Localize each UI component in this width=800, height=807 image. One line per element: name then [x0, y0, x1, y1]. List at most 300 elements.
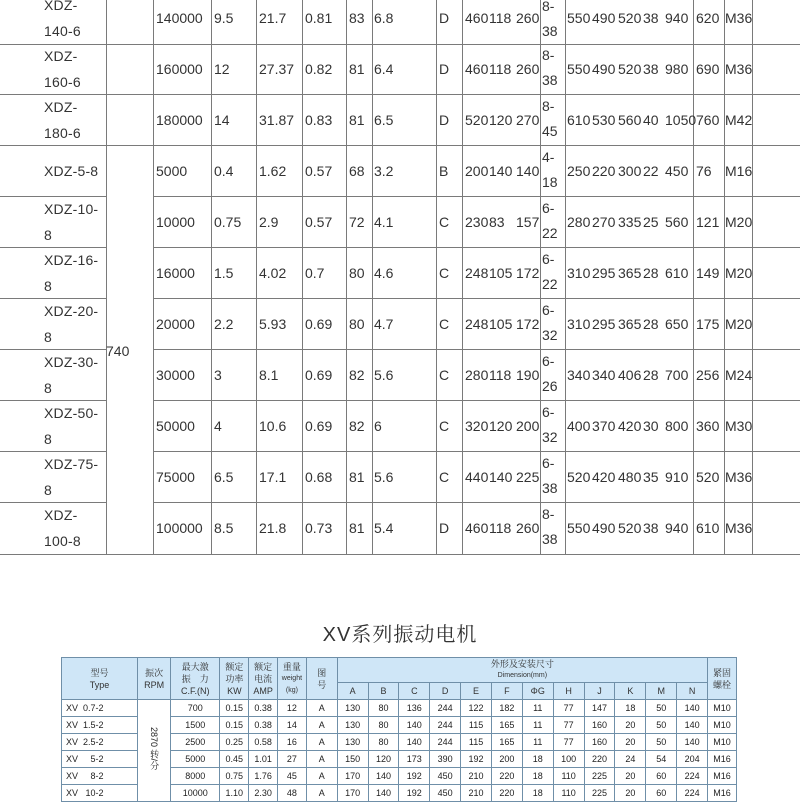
- amp-cell: 1.76: [249, 768, 278, 785]
- fig-cell: A: [306, 700, 337, 717]
- dim-cell: 11: [522, 700, 553, 717]
- hole-spec-line: 32: [542, 428, 558, 445]
- g-cell: 300: [618, 162, 642, 179]
- eff-cell: 81: [349, 468, 365, 485]
- rpm-merged-cell: [138, 700, 171, 802]
- dim-cell: 130: [337, 717, 368, 734]
- hole-spec-line: 22: [542, 224, 558, 241]
- dim-cell: 50: [646, 717, 677, 734]
- fig-cell: A: [306, 717, 337, 734]
- eff-cell: 81: [349, 61, 365, 77]
- hole-spec-cell: [542, 145, 564, 195]
- dim-cell: 140: [368, 768, 399, 785]
- dim-cell: 173: [399, 751, 430, 768]
- dim-cell: 140: [368, 785, 399, 802]
- dim-cell: 220: [584, 751, 615, 768]
- dim-cell: 130: [337, 734, 368, 751]
- dim-cell: 220: [491, 768, 522, 785]
- dim-cell: 110: [553, 768, 584, 785]
- dim-cell: 80: [368, 700, 399, 717]
- pf-cell: 0.69: [305, 315, 333, 332]
- i-cell: 940: [665, 520, 689, 536]
- kw-cell: 4: [214, 417, 222, 434]
- fig-cell: D: [439, 10, 450, 26]
- type-line: XDZ-: [44, 48, 78, 64]
- hole-spec-line: 26: [542, 377, 558, 394]
- hole-spec-line: 38: [542, 531, 558, 547]
- kw-cell: 1.5: [214, 264, 234, 281]
- wt-cell: 121: [696, 213, 720, 230]
- f-cell: 220: [592, 162, 616, 179]
- header-weight: 重量 weight (kg): [278, 658, 307, 700]
- amp-cell: 4.02: [259, 264, 287, 281]
- i-cell: 610: [665, 264, 689, 281]
- a-cell: 520: [465, 111, 489, 128]
- cf-cell: 700: [171, 700, 220, 717]
- bolt-cell: M20: [725, 264, 753, 281]
- dim-cell: 18: [615, 700, 646, 717]
- g-cell: 335: [618, 213, 642, 230]
- cf-cell: 5000: [171, 751, 220, 768]
- ratio-cell: 5.6: [374, 366, 394, 383]
- hole-spec-cell: [542, 451, 564, 501]
- hole-spec-cell: [542, 298, 564, 348]
- g-cell: 365: [618, 264, 642, 281]
- dim-cell: 100: [553, 751, 584, 768]
- f-cell: 295: [592, 315, 616, 332]
- type-cell: XV 5-2: [62, 751, 138, 768]
- c-cell: 225: [516, 468, 540, 485]
- eff-cell: 80: [349, 315, 365, 332]
- eff-cell: 83: [349, 10, 365, 26]
- type-cell: [44, 349, 106, 401]
- a-cell: 230: [465, 213, 489, 230]
- f-cell: 420: [592, 468, 616, 485]
- kw-cell: 3: [214, 366, 222, 383]
- h-cell: 28: [643, 366, 659, 383]
- dim-cell: 20: [615, 768, 646, 785]
- cf-cell: 5000: [156, 162, 188, 179]
- amp-cell: 21.7: [259, 10, 287, 26]
- type-line: XDZ-20-: [44, 302, 99, 319]
- fig-cell: C: [439, 264, 450, 281]
- dim-cell: 18: [522, 751, 553, 768]
- pf-cell: 0.82: [305, 61, 333, 77]
- dim-cell: 225: [584, 785, 615, 802]
- dim-cell: 20: [615, 717, 646, 734]
- dim-cell: 18: [522, 785, 553, 802]
- kw-cell: 2.2: [214, 315, 234, 332]
- header-dim-7: H: [553, 683, 584, 700]
- dim-cell: 224: [677, 768, 708, 785]
- kw-cell: 8.5: [214, 520, 234, 536]
- header-dim-10: M: [646, 683, 677, 700]
- b-cell: 105: [489, 264, 513, 281]
- ratio-cell: 3.2: [374, 162, 394, 179]
- fig-cell: C: [439, 213, 450, 230]
- weight-cell: 45: [278, 768, 307, 785]
- e-cell: 250: [567, 162, 591, 179]
- dim-cell: 115: [461, 717, 492, 734]
- rpm-merged-cell: 740: [106, 343, 130, 359]
- type-line: 160-6: [44, 74, 81, 90]
- type-cell: [44, 400, 106, 452]
- amp-cell: 17.1: [259, 468, 287, 485]
- hole-spec-line: 38: [542, 23, 558, 39]
- dim-cell: 192: [399, 785, 430, 802]
- fig-cell: C: [439, 366, 450, 383]
- weight-cell: 27: [278, 751, 307, 768]
- eff-cell: 81: [349, 520, 365, 536]
- weight-cell: 12: [278, 700, 307, 717]
- e-cell: 550: [567, 61, 591, 77]
- fig-cell: A: [306, 734, 337, 751]
- dim-cell: 150: [337, 751, 368, 768]
- dim-cell: 165: [491, 717, 522, 734]
- header-amp: 额定 电流 AMP: [249, 658, 278, 700]
- table-row: [0, 298, 800, 349]
- amp-cell: 31.87: [259, 111, 295, 128]
- table-row: [0, 349, 800, 400]
- g-cell: 520: [618, 10, 642, 26]
- header-dimensions: 外形及安装尺寸 Dimension(mm): [337, 658, 707, 683]
- wt-cell: 520: [696, 468, 720, 485]
- e-cell: 340: [567, 366, 591, 383]
- dim-cell: 11: [522, 734, 553, 751]
- dim-cell: 210: [461, 785, 492, 802]
- b-cell: 120: [489, 417, 513, 434]
- h-cell: 38: [643, 61, 659, 77]
- dim-cell: 244: [430, 734, 461, 751]
- type-line: XDZ-50-: [44, 404, 99, 421]
- fig-cell: C: [439, 315, 450, 332]
- dim-cell: 450: [430, 785, 461, 802]
- type-line: XDZ-30-: [44, 353, 99, 370]
- type-line: XDZ-: [44, 98, 78, 115]
- type-cell: XV 0.7-2: [62, 700, 138, 717]
- cf-cell: 8000: [171, 768, 220, 785]
- header-rpm: 振次 RPM: [138, 658, 171, 700]
- cf-cell: 50000: [156, 417, 195, 434]
- table-row: [0, 44, 800, 94]
- f-cell: 370: [592, 417, 616, 434]
- f-cell: 270: [592, 213, 616, 230]
- hole-spec-line: 6-: [542, 352, 555, 369]
- f-cell: 490: [592, 61, 616, 77]
- bolt-cell: M36: [725, 10, 753, 26]
- f-cell: 530: [592, 111, 616, 128]
- ratio-cell: 5.6: [374, 468, 394, 485]
- bolt-cell: M16: [725, 162, 753, 179]
- hole-spec-line: 18: [542, 173, 558, 190]
- g-cell: 520: [618, 520, 642, 536]
- e-cell: 280: [567, 213, 591, 230]
- h-cell: 28: [643, 264, 659, 281]
- dim-cell: 50: [646, 700, 677, 717]
- fig-cell: C: [439, 468, 450, 485]
- hole-spec-line: 4-: [542, 148, 555, 165]
- bolt-cell: M10: [708, 700, 737, 717]
- table-row: [0, 451, 800, 502]
- ratio-cell: 6.8: [374, 10, 394, 26]
- i-cell: 650: [665, 315, 689, 332]
- h-cell: 38: [643, 520, 659, 536]
- hole-spec-line: 6-: [542, 301, 555, 318]
- g-cell: 480: [618, 468, 642, 485]
- ratio-cell: 4.1: [374, 213, 394, 230]
- cf-cell: 10000: [171, 785, 220, 802]
- bolt-cell: M36: [725, 520, 753, 536]
- kw-cell: 0.25: [220, 734, 249, 751]
- dim-cell: 50: [646, 734, 677, 751]
- xv-spec-table: [61, 657, 737, 807]
- a-cell: 320: [465, 417, 489, 434]
- i-cell: 1050: [665, 111, 697, 128]
- type-line: XDZ-: [44, 507, 78, 523]
- bolt-cell: M16: [708, 785, 737, 802]
- dim-cell: 11: [522, 717, 553, 734]
- cf-cell: 100000: [156, 520, 203, 536]
- type-line: 100-8: [44, 533, 81, 549]
- weight-cell: 48: [278, 785, 307, 802]
- dim-cell: 220: [491, 785, 522, 802]
- dim-cell: 450: [430, 768, 461, 785]
- amp-cell: 1.62: [259, 162, 287, 179]
- dim-cell: 77: [553, 734, 584, 751]
- pf-cell: 0.7: [305, 264, 325, 281]
- wt-cell: 690: [696, 61, 720, 77]
- h-cell: 30: [643, 417, 659, 434]
- fig-cell: A: [306, 785, 337, 802]
- cf-cell: 140000: [156, 10, 203, 26]
- c-cell: 200: [516, 417, 540, 434]
- dim-cell: 204: [677, 751, 708, 768]
- kw-cell: 0.4: [214, 162, 234, 179]
- h-cell: 35: [643, 468, 659, 485]
- amp-cell: 2.30: [249, 785, 278, 802]
- table-row: [0, 0, 800, 44]
- header-dim-5: F: [491, 683, 522, 700]
- type-line: 8: [44, 430, 52, 447]
- b-cell: 83: [489, 213, 505, 230]
- dim-cell: 140: [399, 734, 430, 751]
- pf-cell: 0.57: [305, 213, 333, 230]
- hole-spec-cell: [542, 43, 564, 93]
- type-cell: [44, 196, 106, 248]
- b-cell: 120: [489, 111, 513, 128]
- wt-cell: 256: [696, 366, 720, 383]
- type-cell: XV 10-2: [62, 785, 138, 802]
- dim-cell: 225: [584, 768, 615, 785]
- pf-cell: 0.83: [305, 111, 333, 128]
- e-cell: 310: [567, 264, 591, 281]
- dim-cell: 182: [491, 700, 522, 717]
- type-cell: [44, 158, 106, 184]
- e-cell: 400: [567, 417, 591, 434]
- bolt-cell: M30: [725, 417, 753, 434]
- hole-spec-line: 6-: [542, 199, 555, 216]
- weight-cell: 14: [278, 717, 307, 734]
- header-dim-11: N: [677, 683, 708, 700]
- type-cell: [44, 451, 106, 503]
- type-line: XDZ-10-: [44, 200, 99, 217]
- kw-cell: 1.10: [220, 785, 249, 802]
- c-cell: 190: [516, 366, 540, 383]
- ratio-cell: 6.4: [374, 61, 394, 77]
- e-cell: 550: [567, 10, 591, 26]
- amp-cell: 8.1: [259, 366, 279, 383]
- eff-cell: 80: [349, 264, 365, 281]
- dim-cell: 140: [677, 717, 708, 734]
- hole-spec-line: 45: [542, 122, 558, 139]
- g-cell: 365: [618, 315, 642, 332]
- header-fig: 图 号: [306, 658, 337, 700]
- type-line: XDZ-: [44, 0, 78, 13]
- cf-cell: 1500: [171, 717, 220, 734]
- c-cell: 260: [516, 10, 540, 26]
- cf-cell: 20000: [156, 315, 195, 332]
- kw-cell: 0.15: [220, 700, 249, 717]
- amp-cell: 10.6: [259, 417, 287, 434]
- c-cell: 172: [516, 315, 540, 332]
- hole-spec-line: 6-: [542, 403, 555, 420]
- hole-spec-cell: [542, 502, 564, 552]
- hole-spec-line: 32: [542, 326, 558, 343]
- e-cell: 310: [567, 315, 591, 332]
- type-cell: [44, 298, 106, 350]
- f-cell: 490: [592, 10, 616, 26]
- dim-cell: 24: [615, 751, 646, 768]
- bolt-cell: M36: [725, 468, 753, 485]
- c-cell: 270: [516, 111, 540, 128]
- c-cell: 140: [516, 162, 540, 179]
- pf-cell: 0.69: [305, 366, 333, 383]
- c-cell: 260: [516, 520, 540, 536]
- dim-cell: 210: [461, 768, 492, 785]
- table-row: [0, 247, 800, 298]
- ratio-cell: 6: [374, 417, 382, 434]
- dim-cell: 130: [337, 700, 368, 717]
- table-row: [0, 502, 800, 554]
- e-cell: 610: [567, 111, 591, 128]
- hole-spec-line: 22: [542, 275, 558, 292]
- g-cell: 560: [618, 111, 642, 128]
- eff-cell: 68: [349, 162, 365, 179]
- cf-cell: 180000: [156, 111, 203, 128]
- b-cell: 118: [489, 61, 512, 77]
- a-cell: 248: [465, 264, 489, 281]
- header-dim-9: K: [615, 683, 646, 700]
- bolt-cell: M36: [725, 61, 753, 77]
- dim-cell: 140: [677, 734, 708, 751]
- i-cell: 940: [665, 10, 689, 26]
- dim-cell: 77: [553, 717, 584, 734]
- ratio-cell: 6.5: [374, 111, 394, 128]
- fig-cell: A: [306, 768, 337, 785]
- kw-cell: 0.45: [220, 751, 249, 768]
- amp-cell: 5.93: [259, 315, 287, 332]
- dim-cell: 244: [430, 700, 461, 717]
- b-cell: 140: [489, 162, 513, 179]
- dim-cell: 136: [399, 700, 430, 717]
- kw-cell: 6.5: [214, 468, 234, 485]
- b-cell: 118: [489, 10, 512, 26]
- c-cell: 260: [516, 61, 540, 77]
- hole-spec-cell: [542, 400, 564, 450]
- i-cell: 910: [665, 468, 689, 485]
- pf-cell: 0.73: [305, 520, 333, 536]
- dim-cell: 224: [677, 785, 708, 802]
- kw-cell: 14: [214, 111, 230, 128]
- i-cell: 560: [665, 213, 689, 230]
- dim-cell: 192: [399, 768, 430, 785]
- hole-spec-line: 38: [542, 479, 558, 496]
- amp-cell: 0.38: [249, 700, 278, 717]
- cf-cell: 75000: [156, 468, 195, 485]
- wt-cell: 360: [696, 417, 720, 434]
- pf-cell: 0.68: [305, 468, 333, 485]
- kw-cell: 0.75: [214, 213, 242, 230]
- kw-cell: 0.15: [220, 717, 249, 734]
- dim-cell: 77: [553, 700, 584, 717]
- hole-spec-line: 38: [542, 72, 558, 88]
- type-cell: XV 8-2: [62, 768, 138, 785]
- fig-cell: D: [439, 111, 450, 128]
- eff-cell: 72: [349, 213, 365, 230]
- bolt-cell: M10: [708, 717, 737, 734]
- header-bolt: 紧固 螺栓: [708, 658, 737, 700]
- a-cell: 460: [465, 520, 489, 536]
- dim-cell: 160: [584, 717, 615, 734]
- dim-cell: 165: [491, 734, 522, 751]
- g-cell: 406: [618, 366, 642, 383]
- hole-spec-cell: [542, 196, 564, 246]
- type-cell: [44, 502, 106, 554]
- rpm-merged-text: 2870 转/分: [149, 727, 160, 771]
- hole-spec-cell: [542, 0, 564, 44]
- type-line: 140-6: [44, 23, 81, 39]
- dim-cell: 140: [399, 717, 430, 734]
- type-line: 180-6: [44, 124, 81, 141]
- table-row: [0, 196, 800, 247]
- amp-cell: 0.58: [249, 734, 278, 751]
- wt-cell: 620: [696, 10, 720, 26]
- a-cell: 280: [465, 366, 489, 383]
- a-cell: 440: [465, 468, 489, 485]
- hole-spec-line: 8-: [542, 0, 555, 14]
- fig-cell: D: [439, 520, 450, 536]
- table-row: [62, 700, 737, 717]
- type-line: XDZ-16-: [44, 251, 99, 268]
- dim-cell: 200: [491, 751, 522, 768]
- table-row: [0, 400, 800, 451]
- f-cell: 490: [592, 520, 616, 536]
- i-cell: 980: [665, 61, 689, 77]
- g-cell: 420: [618, 417, 642, 434]
- dim-cell: 192: [461, 751, 492, 768]
- grid-line: [0, 554, 800, 555]
- header-dim-0: A: [337, 683, 368, 700]
- fig-cell: B: [439, 162, 449, 179]
- kw-cell: 12: [214, 61, 230, 77]
- a-cell: 460: [465, 10, 489, 26]
- f-cell: 295: [592, 264, 616, 281]
- header-dim-3: D: [430, 683, 461, 700]
- dim-cell: 120: [368, 751, 399, 768]
- section-title: XV系列振动电机: [322, 624, 478, 646]
- header-type: 型号 Type: [62, 658, 138, 700]
- header-kw: 额定 功率 KW: [220, 658, 249, 700]
